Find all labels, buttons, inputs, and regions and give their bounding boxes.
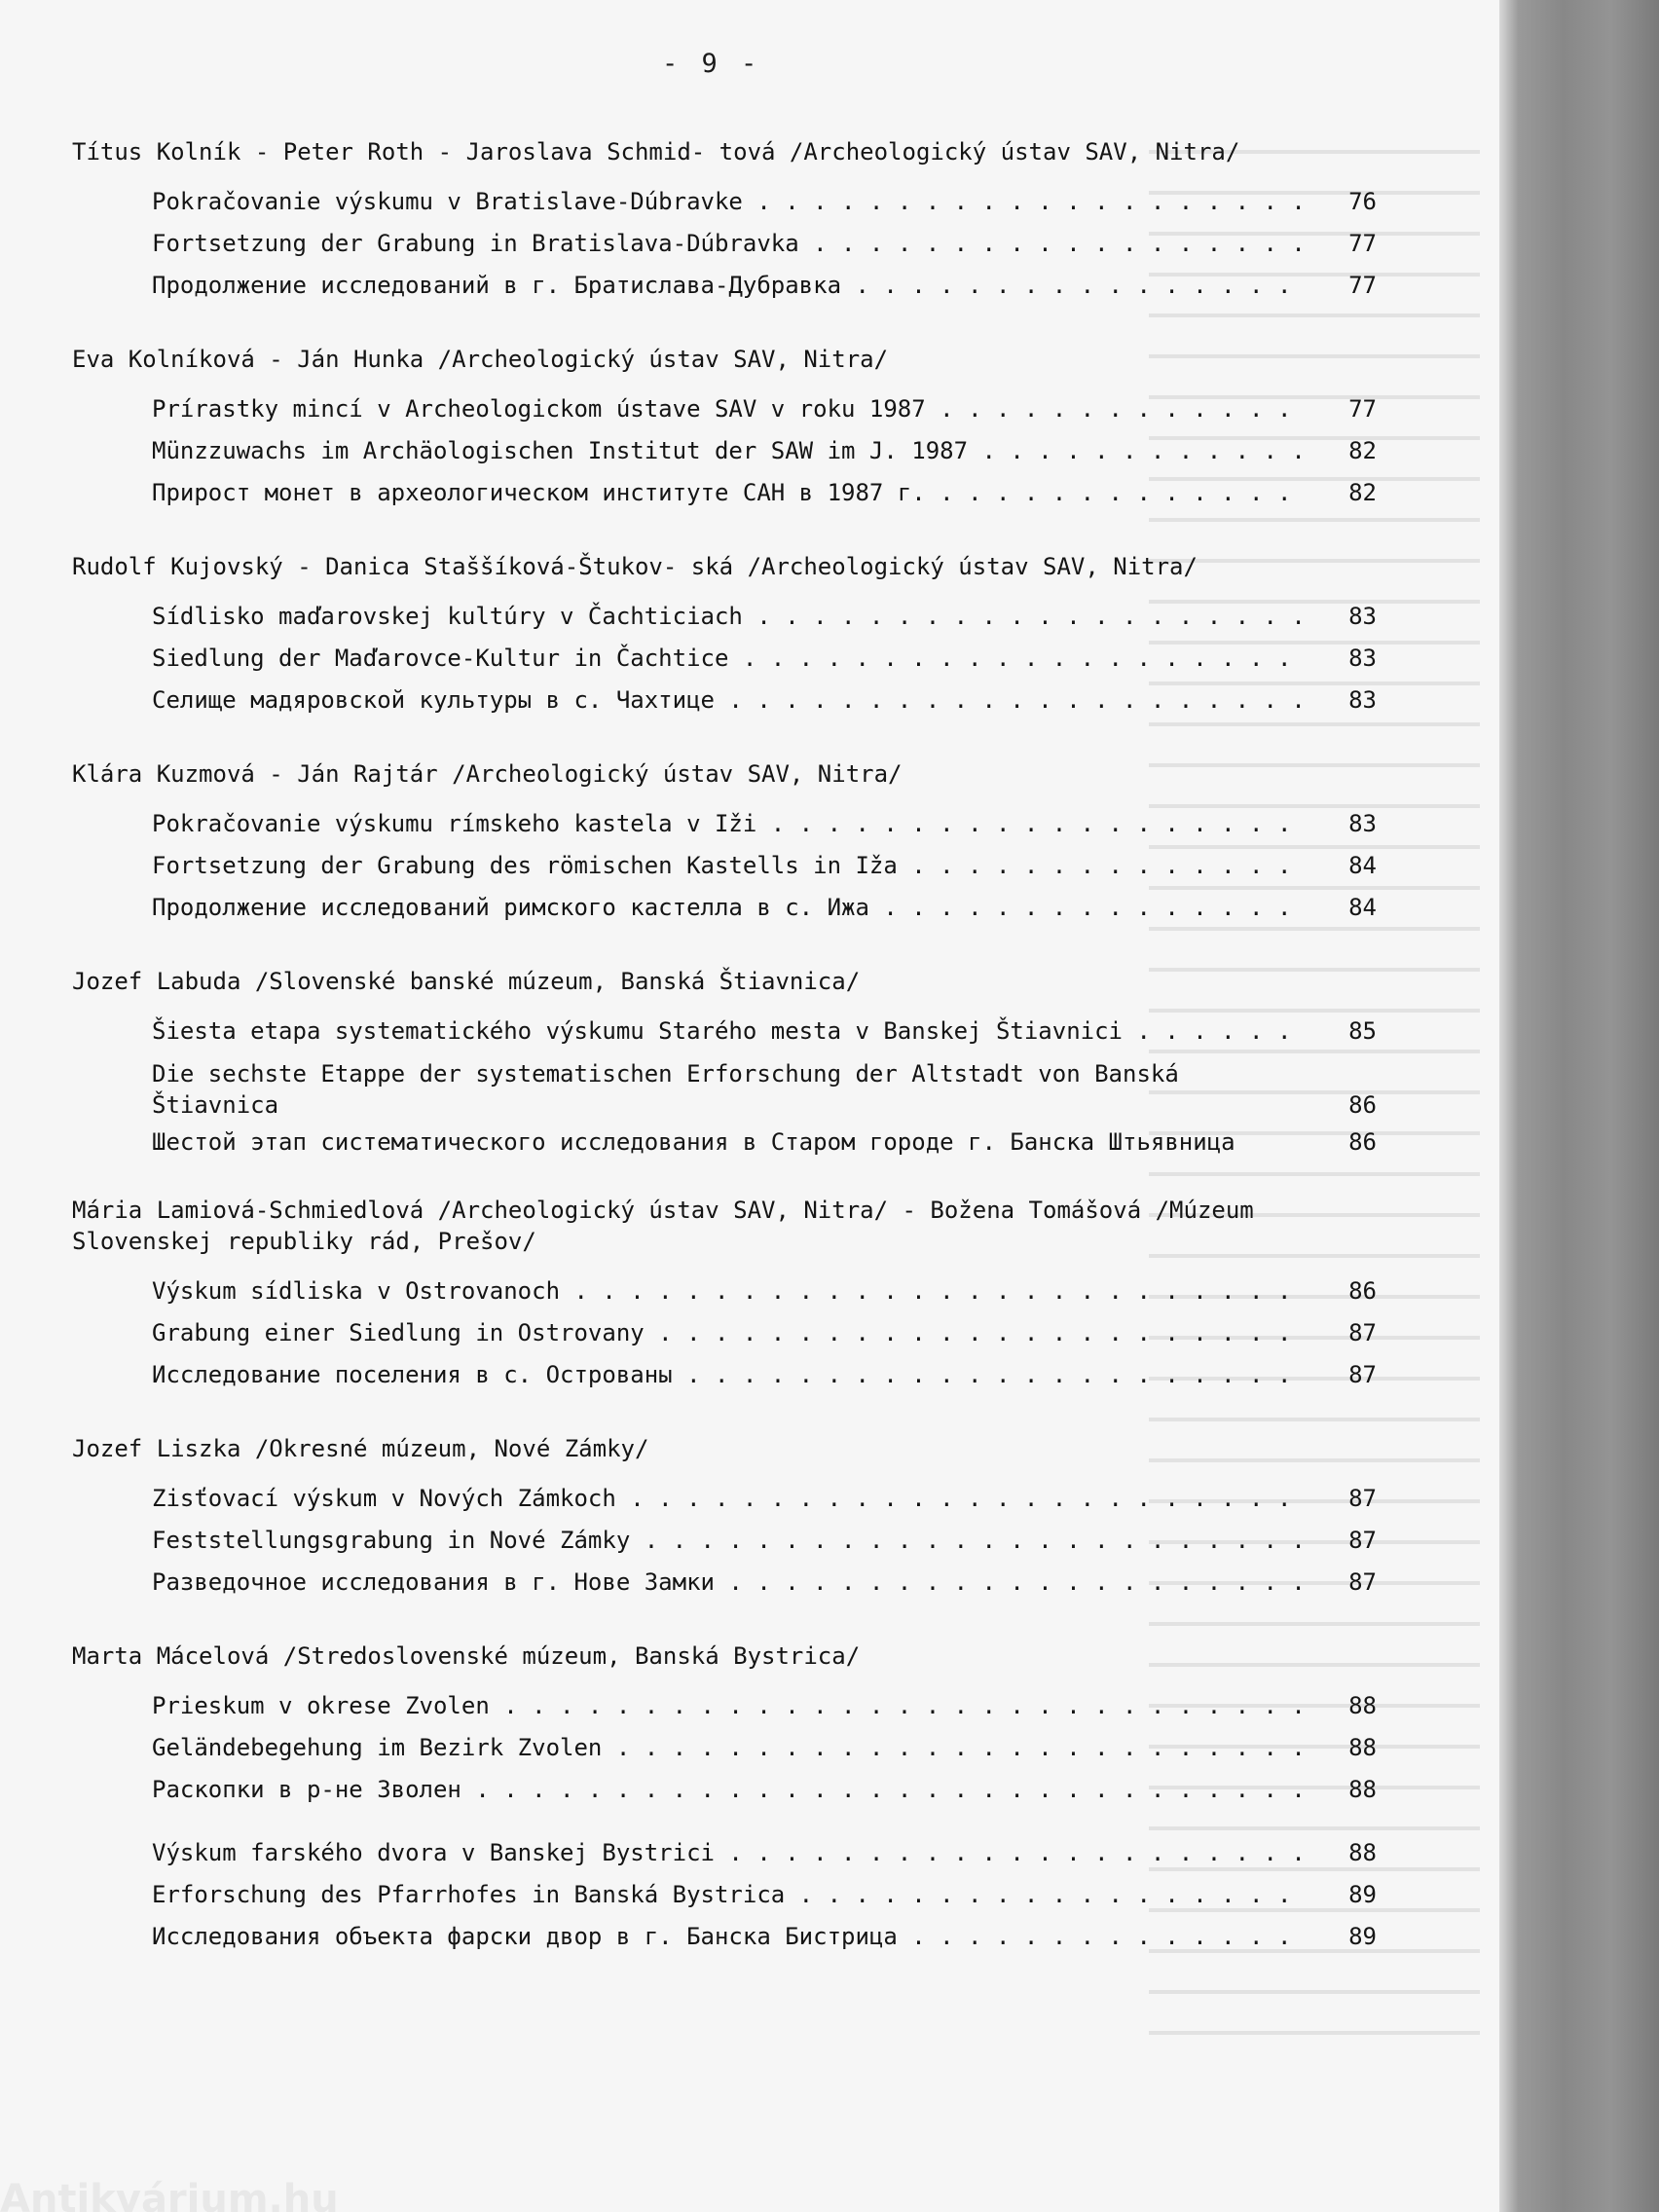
item-title: Fortsetzung der Grabung des römischen Kastells in Iža . . . (152, 845, 1303, 887)
item-title: Münzzuwachs im Archäologischen Institut der SAW im J. 1987 . . . (152, 430, 1303, 472)
author-line: Rudolf Kujovský - Danica Staššíková-Štukov- ská /Archeologický ústav SAV, Nitra/ (72, 553, 1198, 580)
watermark: Antikvárium.hu (0, 2177, 339, 2212)
item-page: 86 (1348, 1128, 1377, 1156)
entry-items (152, 1271, 1377, 1396)
item-page: 88 (1348, 1776, 1377, 1803)
item-page: 87 (1348, 1568, 1377, 1596)
page-edge (1499, 0, 1659, 2212)
toc-entry (72, 136, 1377, 307)
item-page: 87 (1348, 1527, 1377, 1554)
entry-items (152, 181, 1377, 307)
author-line: Títus Kolník - Peter Roth - Jaroslava Schmid- tová /Archeologický ústav SAV, Nitra/ (72, 138, 1240, 166)
toc-entry (72, 344, 1377, 514)
item-page: 87 (1348, 1319, 1377, 1346)
toc-item (152, 1126, 1377, 1158)
item-title: Fortsetzung der Grabung in Bratislava-Dúbravka . . . (152, 223, 1303, 265)
item-title: Geländebegehung im Bezirk Zvolen . . . (152, 1727, 1303, 1769)
item-title: Výskum farského dvora v Banskej Bystrici . . . (152, 1832, 1303, 1874)
toc-item (152, 803, 1377, 845)
item-title: Pokračovanie výskumu rímskeho kastela v Iži . . . (152, 803, 1303, 845)
item-page: 82 (1348, 479, 1377, 506)
author-line: Marta Mácelová /Stredoslovenské múzeum, Banská Bystrica/ (72, 1642, 861, 1670)
toc-item (152, 638, 1377, 680)
item-page: 89 (1348, 1923, 1377, 1950)
toc-entry (72, 1433, 1377, 1604)
toc-item (152, 680, 1377, 721)
item-page: 87 (1348, 1361, 1377, 1388)
item-title: Продолжение исследований римского кастелла в с. Ижа . . . (152, 887, 1303, 929)
item-page: 87 (1348, 1485, 1377, 1512)
toc-item (152, 1685, 1377, 1727)
item-title: Шестой этап систематического исследования в Старом городе г. Банска Штьявница (152, 1128, 1235, 1156)
item-page: 86 (1348, 1091, 1377, 1119)
toc-item (152, 430, 1377, 472)
toc-item (152, 1520, 1377, 1562)
entry-items (152, 1011, 1377, 1158)
item-title: Исследование поселения в с. Острованы . . . (152, 1354, 1303, 1396)
item-title: Erforschung des Pfarrhofes in Banská Bystrica . . . (152, 1874, 1303, 1916)
toc-item (152, 472, 1377, 514)
spacer (152, 1811, 1377, 1832)
item-title: Прирост монет в археологическом институте САН в 1987 г. . . . (152, 472, 1303, 514)
item-page: 83 (1348, 645, 1377, 672)
item-page: 83 (1348, 810, 1377, 837)
item-page: 88 (1348, 1692, 1377, 1719)
item-title: Раскопки в р-не Зволен . . . (152, 1769, 1303, 1811)
item-page: 86 (1348, 1277, 1377, 1305)
toc-entry (72, 1195, 1377, 1396)
item-page: 82 (1348, 437, 1377, 464)
author-line: Jozef Labuda /Slovenské banské múzeum, Banská Štiavnica/ (72, 968, 861, 995)
item-page: 88 (1348, 1839, 1377, 1866)
item-page: 77 (1348, 272, 1377, 299)
item-title: Продолжение исследований в г. Братислава-Дубравка . . . (152, 265, 1303, 307)
item-title: Feststellungsgrabung in Nové Zámky . . . (152, 1520, 1303, 1562)
toc-item (152, 1271, 1377, 1312)
item-page: 84 (1348, 894, 1377, 921)
toc-item (152, 845, 1377, 887)
toc-entry (72, 1641, 1377, 1958)
toc-item (152, 1058, 1377, 1121)
author-line: Mária Lamiová-Schmiedlová /Archeologický ústav SAV, Nitra/ - Božena Tomášová /Múzeum Slovenskej republiky rád, Prešov/ (72, 1197, 1254, 1255)
toc-item (152, 1011, 1377, 1052)
item-title: Výskum sídliska v Ostrovanoch . . . (152, 1271, 1303, 1312)
item-page: 77 (1348, 230, 1377, 257)
toc-item (152, 1916, 1377, 1958)
item-page: 89 (1348, 1881, 1377, 1908)
table-of-contents (72, 136, 1377, 1995)
item-page: 77 (1348, 395, 1377, 423)
item-title: Prírastky mincí v Archeologickom ústave SAV v roku 1987 . . . (152, 388, 1303, 430)
toc-item (152, 1874, 1377, 1916)
toc-item (152, 181, 1377, 223)
toc-item (152, 388, 1377, 430)
item-page: 84 (1348, 852, 1377, 879)
page-number: - 9 - (662, 49, 761, 79)
toc-item (152, 223, 1377, 265)
toc-item (152, 265, 1377, 307)
toc-item (152, 1354, 1377, 1396)
toc-entry (72, 966, 1377, 1158)
entry-items (152, 388, 1377, 514)
item-title: Die sechste Etappe der systematischen Erforschung der Altstadt von Banská Štiavnica (152, 1060, 1179, 1119)
item-title: Šiesta etapa systematického výskumu Starého mesta v Banskej Štiavnici . . . (152, 1011, 1303, 1052)
toc-item (152, 1478, 1377, 1520)
entry-items (152, 803, 1377, 929)
toc-item (152, 1769, 1377, 1811)
item-page: 83 (1348, 603, 1377, 630)
item-page: 83 (1348, 686, 1377, 714)
item-title: Pokračovanie výskumu v Bratislave-Dúbravke . . . (152, 181, 1303, 223)
toc-entry (72, 758, 1377, 929)
item-title: Исследования объекта фарски двор в г. Банска Бистрица . . . (152, 1916, 1303, 1958)
item-title: Селище мадяровской культуры в с. Чахтице . . . (152, 680, 1303, 721)
item-title: Разведочное исследования в г. Нове Замки . . . (152, 1562, 1303, 1604)
entry-items (152, 1478, 1377, 1604)
toc-item (152, 887, 1377, 929)
toc-item (152, 1727, 1377, 1769)
item-page: 88 (1348, 1734, 1377, 1761)
toc-item (152, 596, 1377, 638)
toc-entry (72, 551, 1377, 721)
item-title: Sídlisko maďarovskej kultúry v Čachticiach . . . (152, 596, 1303, 638)
item-title: Prieskum v okrese Zvolen . . . (152, 1685, 1303, 1727)
item-title: Siedlung der Maďarovce-Kultur in Čachtice . . . (152, 638, 1303, 680)
toc-item (152, 1562, 1377, 1604)
author-line: Eva Kolníková - Ján Hunka /Archeologický ústav SAV, Nitra/ (72, 346, 889, 373)
item-page: 76 (1348, 188, 1377, 215)
author-line: Klára Kuzmová - Ján Rajtár /Archeologický ústav SAV, Nitra/ (72, 760, 903, 788)
item-title: Zisťovací výskum v Nových Zámkoch . . . (152, 1478, 1303, 1520)
entry-items (152, 1685, 1377, 1958)
item-title: Grabung einer Siedlung in Ostrovany . . . (152, 1312, 1303, 1354)
toc-item (152, 1312, 1377, 1354)
entry-items (152, 596, 1377, 721)
item-page: 85 (1348, 1017, 1377, 1045)
author-line: Jozef Liszka /Okresné múzeum, Nové Zámky/ (72, 1435, 649, 1462)
toc-item (152, 1832, 1377, 1874)
